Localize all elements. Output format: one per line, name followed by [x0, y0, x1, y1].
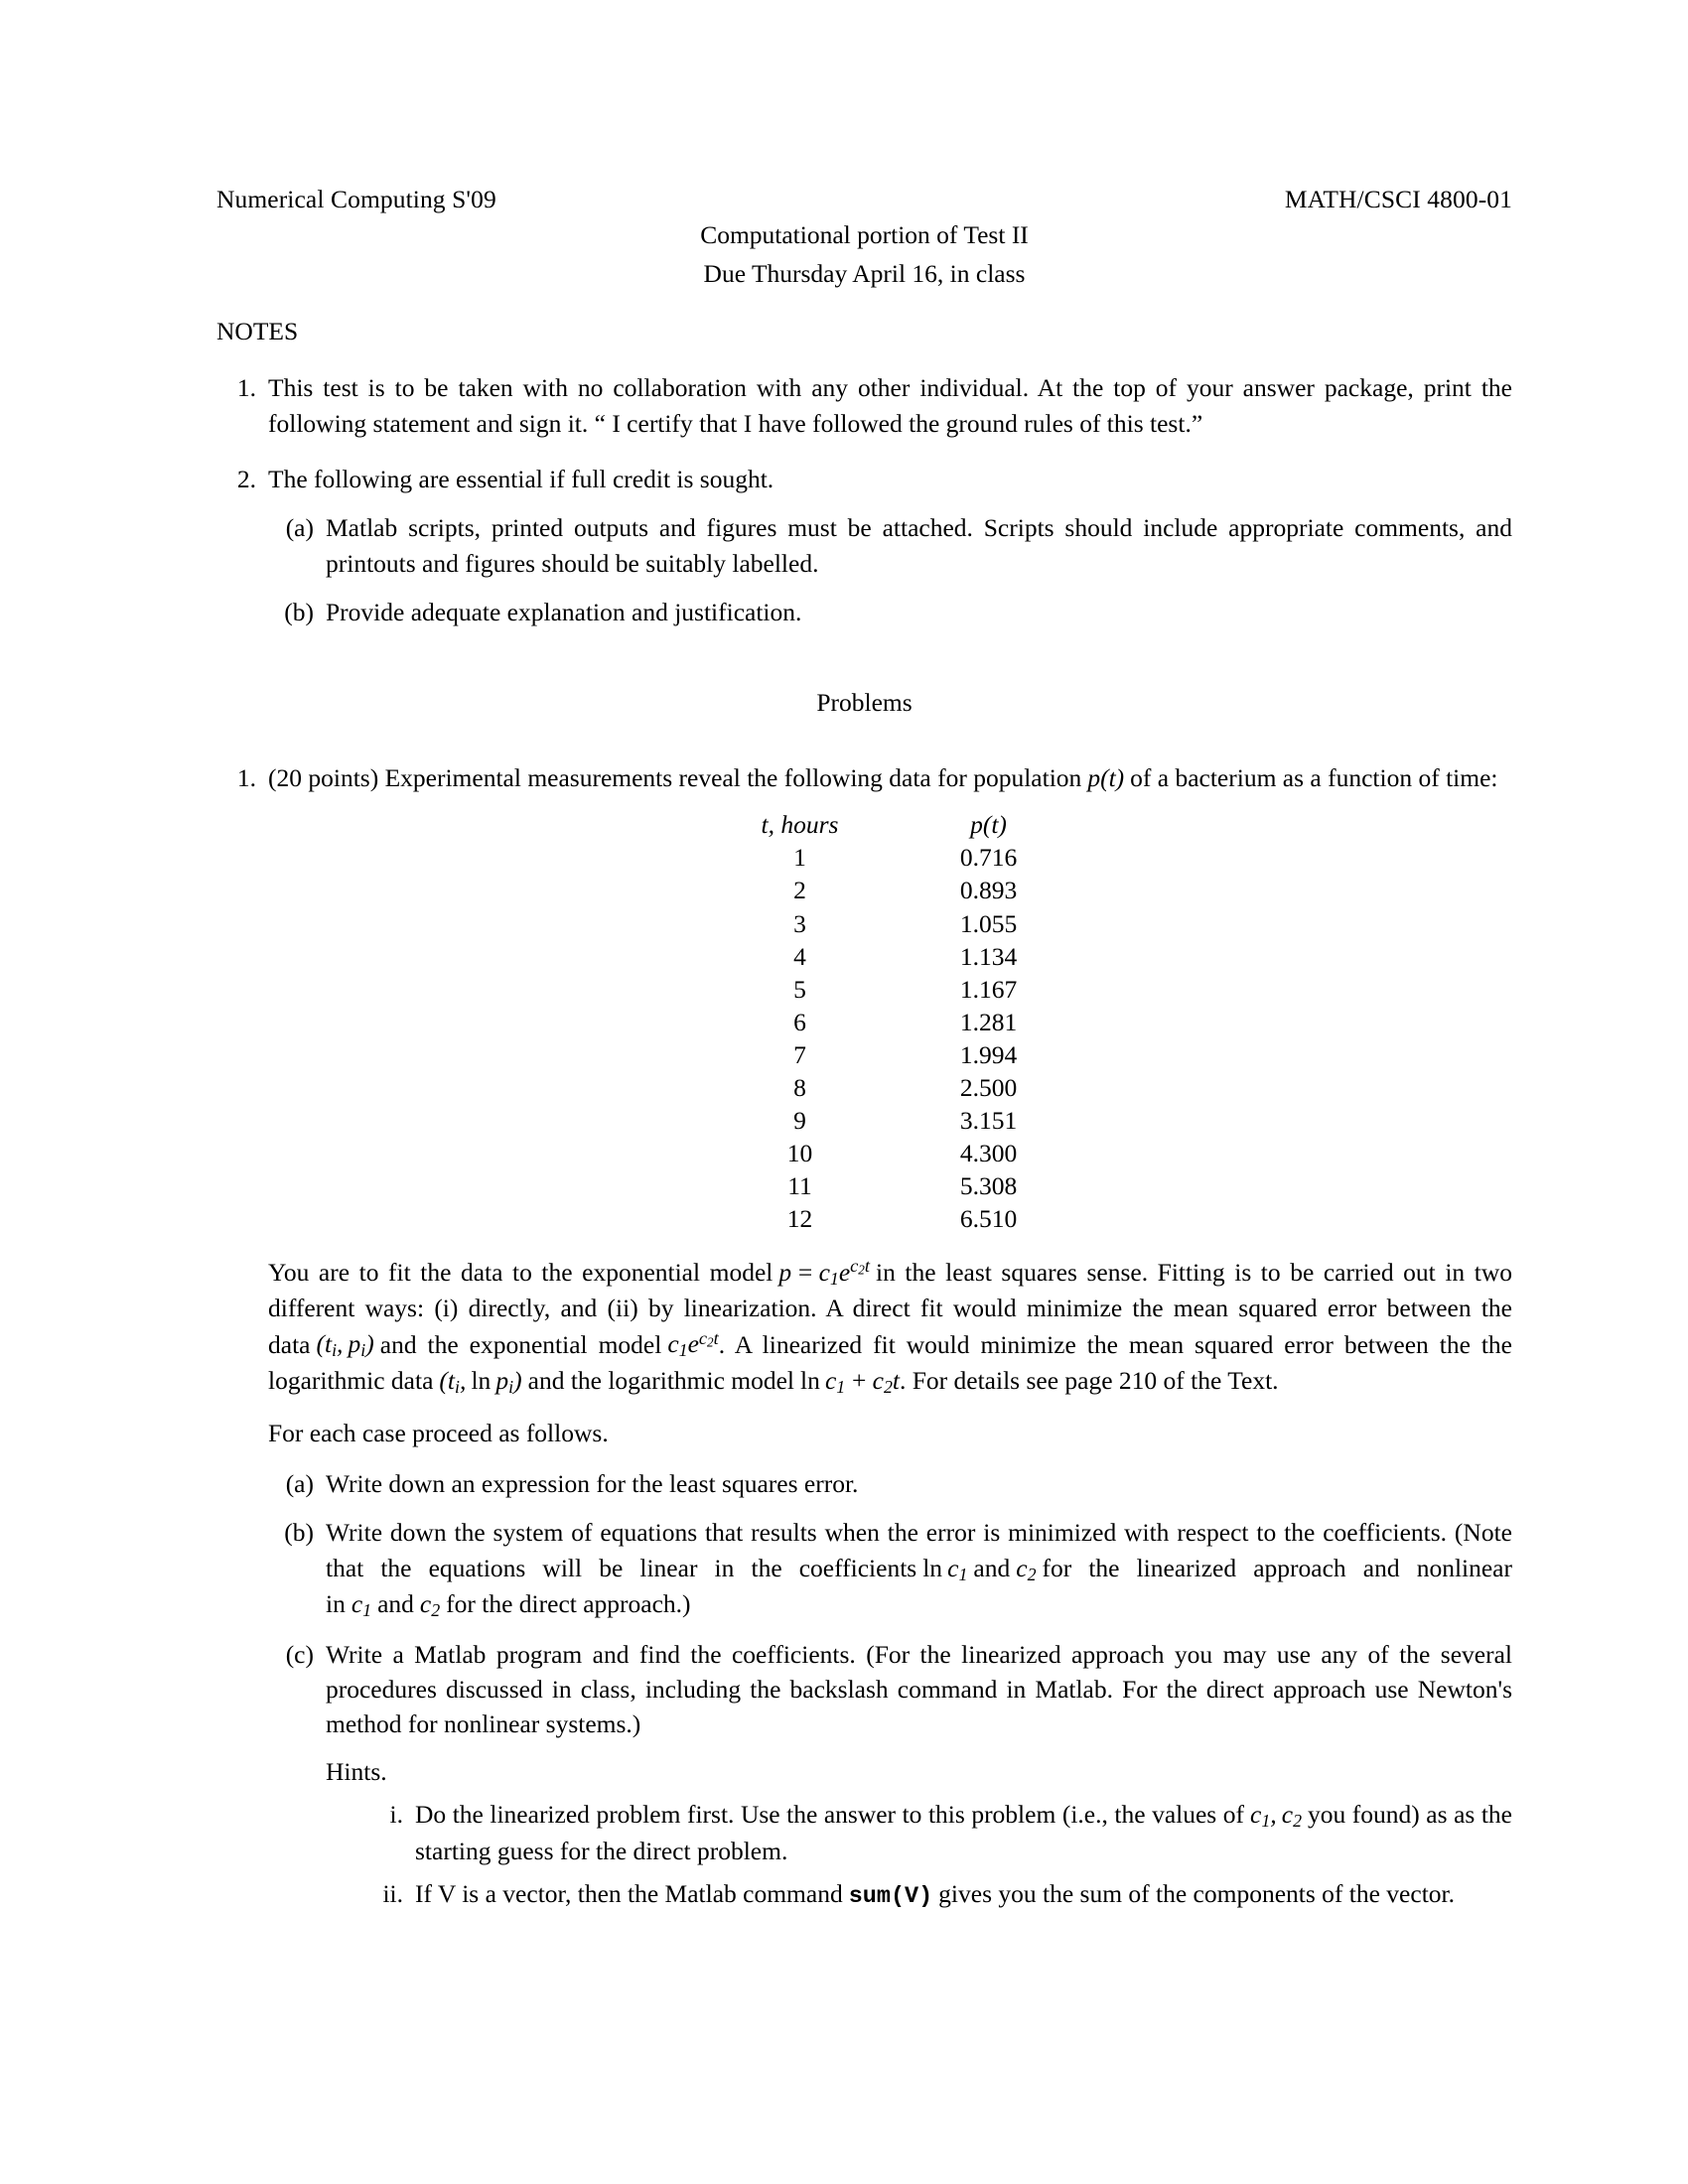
model-text-5: and the logarithmic model	[527, 1366, 795, 1396]
data-pair-math: ($t_i$, $p_i$)	[316, 1329, 374, 1361]
cell-p: 1.134	[959, 941, 1018, 971]
table-row	[717, 973, 1064, 1006]
model-text-2: in the least squares sense. Fitting is to be carried out in two different ways: (i) directly, and (ii) by linearization. A direct fit would minimize the mean squared error between the data	[268, 1257, 1512, 1359]
document-due-date: Due Thursday April 16, in class	[703, 258, 1026, 288]
population-data-table	[717, 809, 1064, 1236]
model-text-1: You are to fit the data to the exponential model	[268, 1257, 774, 1287]
table-row	[717, 1138, 1064, 1170]
cell-t: 4	[793, 941, 806, 971]
cell-p: 1.055	[959, 908, 1018, 938]
table-row	[717, 875, 1064, 907]
problem-1-intro-b: of a bacterium as a function of time:	[1130, 762, 1498, 792]
for-each-case-text: For each case proceed as follows.	[268, 1418, 609, 1447]
hint-ii	[371, 1876, 1512, 1913]
notes-item-2	[216, 462, 1512, 629]
cell-p: 6.510	[959, 1204, 1018, 1234]
column-header-p: p(t)	[970, 810, 1007, 840]
hint-i	[371, 1797, 1512, 1868]
model-equation: $p = c_1e^{c_2t}$	[778, 1255, 871, 1289]
problems-section-title: Problems	[816, 688, 913, 718]
list-marker: 1.	[236, 373, 256, 403]
problem-1-part-a	[268, 1466, 1512, 1501]
table-row	[717, 1006, 1064, 1038]
table-row	[717, 842, 1064, 875]
hint-i-math: $c_1$, $c_2$	[1250, 1800, 1302, 1831]
cell-t: 10	[786, 1139, 813, 1168]
model-text-4: . A linearized fit would minimize the mean squared error between the the logarithmic data	[268, 1329, 1512, 1396]
model-text-3: and the exponential model	[379, 1329, 662, 1359]
table-row	[717, 1170, 1064, 1203]
list-marker: i.	[389, 1800, 403, 1830]
part-b-text-2: and	[973, 1553, 1011, 1582]
list-marker: (b)	[284, 597, 314, 626]
list-marker: (a)	[285, 513, 314, 543]
notes-item-2b-text: Provide adequate explanation and justification.	[326, 597, 802, 626]
notes-list	[216, 370, 1512, 629]
log-model-math: $\ln c_1 + c_2t$	[800, 1366, 900, 1397]
part-b-math-c2: $c_2$	[1016, 1553, 1037, 1584]
cell-t: 12	[786, 1204, 813, 1234]
part-b-text-1: Write down the system of equations that results when the error is minimized with respect to the coefficients. (Note that the equations will be linear in the coefficients	[326, 1518, 1512, 1582]
notes-item-1	[216, 370, 1512, 441]
exp-model-math: $c_1e^{c_2t}$	[667, 1327, 719, 1361]
part-a-text: Write down an expression for the least squares error.	[326, 1468, 859, 1498]
cell-t: 2	[793, 876, 806, 905]
course-code: MATH/CSCI 4800-01	[1284, 185, 1512, 213]
cell-p: 3.151	[959, 1106, 1018, 1136]
notes-sublist	[268, 510, 1512, 629]
problem-1-part-b	[268, 1515, 1512, 1623]
problem-1-model-paragraph	[268, 1254, 1512, 1400]
notes-item-2a	[268, 510, 1512, 581]
matlab-sum-command: sum(V)	[848, 1883, 933, 1911]
hints-list	[326, 1797, 1512, 1913]
hint-ii-text-1: If V is a vector, then the Matlab command	[415, 1879, 843, 1909]
list-marker: (b)	[284, 1518, 314, 1548]
part-c-text: Write a Matlab program and find the coefficients. (For the linearized approach you may use any of the several procedures discussed in class, including the backslash command in Matlab. For the direct approach use Newton's method for nonlinear systems.)	[326, 1639, 1512, 1739]
cell-p: 4.300	[959, 1139, 1018, 1168]
problem-1-part-c	[268, 1637, 1512, 1914]
problems-list	[216, 760, 1512, 1914]
table-row	[717, 1203, 1064, 1236]
table-row	[717, 907, 1064, 940]
cell-t: 3	[793, 908, 806, 938]
list-marker: 1.	[236, 762, 256, 792]
model-text-6: . For details see page 210 of the Text.	[899, 1366, 1279, 1396]
notes-item-2b	[268, 595, 1512, 629]
problem-1-parts	[268, 1466, 1512, 1914]
cell-t: 7	[793, 1039, 806, 1069]
cell-t: 5	[793, 974, 806, 1004]
problem-1-intro-a: (20 points) Experimental measurements reveal the following data for population	[268, 762, 1082, 792]
table-body	[717, 842, 1064, 1236]
document-body	[216, 314, 1512, 1927]
cell-p: 0.893	[959, 876, 1018, 905]
cell-p: 2.500	[959, 1072, 1018, 1102]
table-row	[717, 1071, 1064, 1104]
header-course-row	[216, 185, 1512, 214]
list-marker: (a)	[285, 1468, 314, 1498]
cell-p: 0.716	[959, 843, 1018, 873]
problem-1-intro-math: p(t)	[1087, 762, 1125, 792]
part-b-text-5: for the direct approach.)	[446, 1589, 691, 1619]
document-title: Computational portion of Test II	[700, 220, 1029, 249]
part-b-math-lnc1: $\ln c_1$	[922, 1553, 968, 1584]
hint-i-text-2: you found) as as the starting guess for the direct problem.	[415, 1800, 1512, 1865]
part-b-math-c2-second: $c_2$	[419, 1589, 441, 1621]
cell-t: 11	[787, 1171, 812, 1201]
cell-p: 1.167	[959, 974, 1018, 1004]
cell-p: 1.994	[959, 1039, 1018, 1069]
log-data-pair-math: ($t_i$, $\ln p_i$)	[439, 1366, 522, 1397]
part-b-text-4: and	[377, 1589, 414, 1619]
hint-i-text-1: Do the linearized problem first. Use the answer to this problem (i.e., the values of	[415, 1800, 1244, 1830]
table-row	[717, 940, 1064, 973]
notes-heading: NOTES	[216, 317, 299, 345]
course-name: Numerical Computing S'09	[216, 185, 496, 213]
problem-1	[216, 760, 1512, 1914]
part-b-text-3: for the linearized approach and nonlinear in	[326, 1553, 1512, 1619]
cell-p: 1.281	[959, 1007, 1018, 1036]
document-header	[216, 185, 1512, 291]
hints-label: Hints.	[326, 1756, 387, 1786]
list-marker: ii.	[382, 1879, 403, 1909]
cell-t: 6	[793, 1007, 806, 1036]
notes-item-2a-text: Matlab scripts, printed outputs and figures must be attached. Scripts should include appropriate comments, and printouts and figures should be suitably labelled.	[326, 513, 1512, 578]
table-row	[717, 1038, 1064, 1071]
notes-item-1-text: This test is to be taken with no collaboration with any other individual. At the top of your answer package, print the following statement and sign it. “ I certify that I have followed the ground rules of this test.”	[268, 373, 1512, 438]
cell-t: 9	[793, 1106, 806, 1136]
cell-t: 1	[793, 843, 806, 873]
hint-ii-text-2: gives you the sum of the components of the vector.	[938, 1879, 1455, 1909]
list-marker: (c)	[285, 1639, 314, 1669]
notes-item-2-text: The following are essential if full credit is sought.	[268, 464, 774, 493]
table-row	[717, 1105, 1064, 1138]
list-marker: 2.	[236, 464, 256, 493]
cell-p: 5.308	[959, 1171, 1018, 1201]
part-b-math-c1: $c_1$	[351, 1589, 372, 1621]
column-header-t: t, hours	[761, 810, 839, 840]
cell-t: 8	[793, 1072, 806, 1102]
table-header-row	[717, 809, 1064, 842]
